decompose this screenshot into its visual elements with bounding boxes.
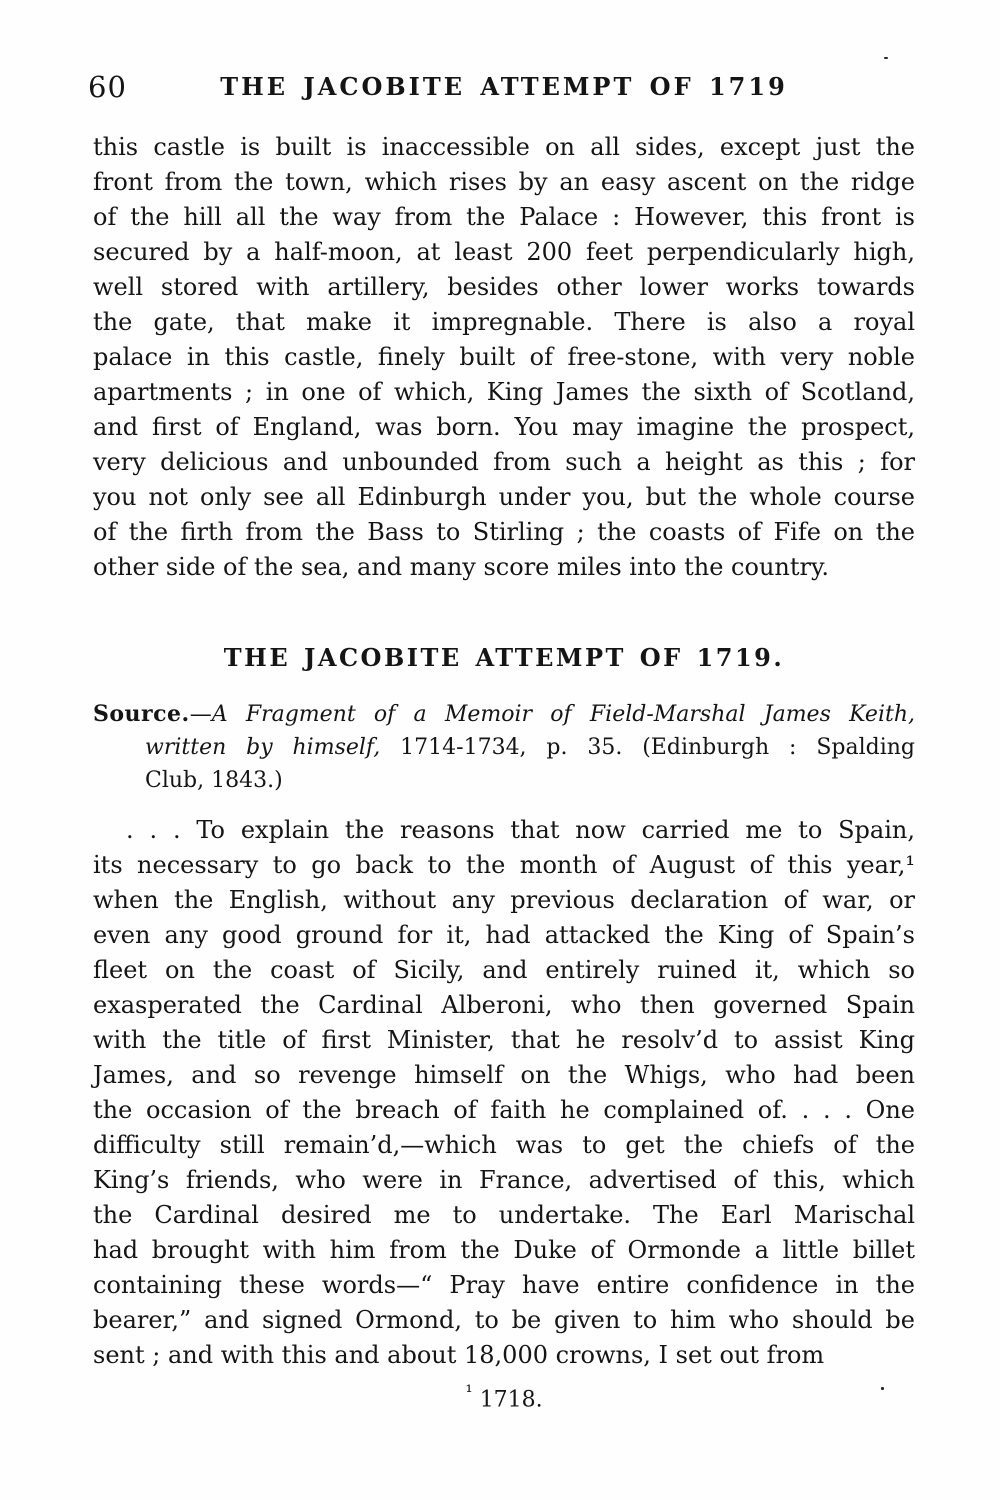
text-line: exasperated the Cardinal Alberoni, who then governed Spain [93, 991, 915, 1019]
text-line: difficulty still remain’d,—which was to get the chiefs of the [93, 1131, 915, 1159]
text-line: very delicious and unbounded from such a height as this ; for [93, 448, 915, 476]
source-title-part2: written by himself, [145, 735, 381, 760]
text-line: fleet on the coast of Sicily, and entirely ruined it, which so [93, 956, 915, 984]
running-head: THE JACOBITE ATTEMPT OF 1719 [220, 72, 788, 101]
text-line: . . . To explain the reasons that now carried me to Spain, [126, 816, 915, 844]
text-line: palace in this castle, finely built of free-stone, with very noble [93, 343, 915, 371]
text-line: with the title of first Minister, that he resolv’d to assist King [93, 1026, 915, 1054]
scan-speck [884, 57, 888, 59]
footnote-mark: ¹ [465, 1382, 473, 1403]
text-line: sent ; and with this and about 18,000 crowns, I set out from [93, 1341, 825, 1369]
source-dash: — [189, 702, 212, 727]
text-line: of the hill all the way from the Palace : However, this front is [93, 203, 915, 231]
source-label: Source. [93, 701, 190, 727]
text-line: well stored with artillery, besides other lower works towards [93, 273, 915, 301]
text-line: the Cardinal desired me to undertake. The Earl Marischal [93, 1201, 915, 1229]
text-line: when the English, without any previous declaration of war, or [93, 886, 915, 914]
paragraph-memoir-excerpt [93, 813, 915, 1373]
page-header [88, 0, 915, 108]
scan-speck [881, 1387, 884, 1390]
text-line: the occasion of the breach of faith he complained of. . . . One [93, 1096, 915, 1124]
source-line [93, 731, 915, 764]
text-column [88, 0, 916, 1413]
text-line: front from the town, which rises by an easy ascent on the ridge [93, 168, 915, 196]
page-number: 60 [88, 70, 127, 104]
source-title-part1: A Fragment of a Memoir of Field-Marshal James Keith, [211, 702, 915, 727]
text-line: even any good ground for it, had attacked the King of Spain’s [93, 921, 915, 949]
text-line: James, and so revenge himself on the Whigs, who had been [93, 1061, 915, 1089]
footnote [93, 1382, 915, 1412]
text-line: had brought with him from the Duke of Ormonde a little billet [93, 1236, 915, 1264]
text-line: the gate, that make it impregnable. There is also a royal [93, 308, 915, 336]
text-line: you not only see all Edinburgh under you, but the whole course [93, 483, 915, 511]
paragraph-castle-description [93, 130, 915, 585]
text-line: secured by a half-moon, at least 200 feet perpendicularly high, [93, 238, 915, 266]
section-heading: THE JACOBITE ATTEMPT OF 1719. [223, 643, 785, 672]
source-citation [93, 698, 915, 797]
source-line [93, 698, 915, 731]
source-line: Club, 1843.) [145, 768, 283, 793]
text-line: containing these words—“ Pray have entire confidence in the [93, 1271, 915, 1299]
footnote-text: 1718. [479, 1387, 543, 1413]
text-line: and first of England, was born. You may imagine the prospect, [93, 413, 915, 441]
text-line: of the firth from the Bass to Stirling ; the coasts of Fife on the [93, 518, 915, 546]
text-line: apartments ; in one of which, King James the sixth of Scotland, [93, 378, 915, 406]
text-line: bearer,” and signed Ormond, to be given to him who should be [93, 1306, 915, 1334]
text-line: its necessary to go back to the month of August of this year,¹ [93, 851, 915, 879]
text-line: King’s friends, who were in France, advertised of this, which [93, 1166, 915, 1194]
source-publication-info: 1714-1734, p. 35. (Edinburgh : Spalding [380, 735, 916, 760]
text-line: other side of the sea, and many score miles into the country. [93, 553, 829, 581]
text-line: this castle is built is inaccessible on all sides, except just the [93, 133, 915, 161]
